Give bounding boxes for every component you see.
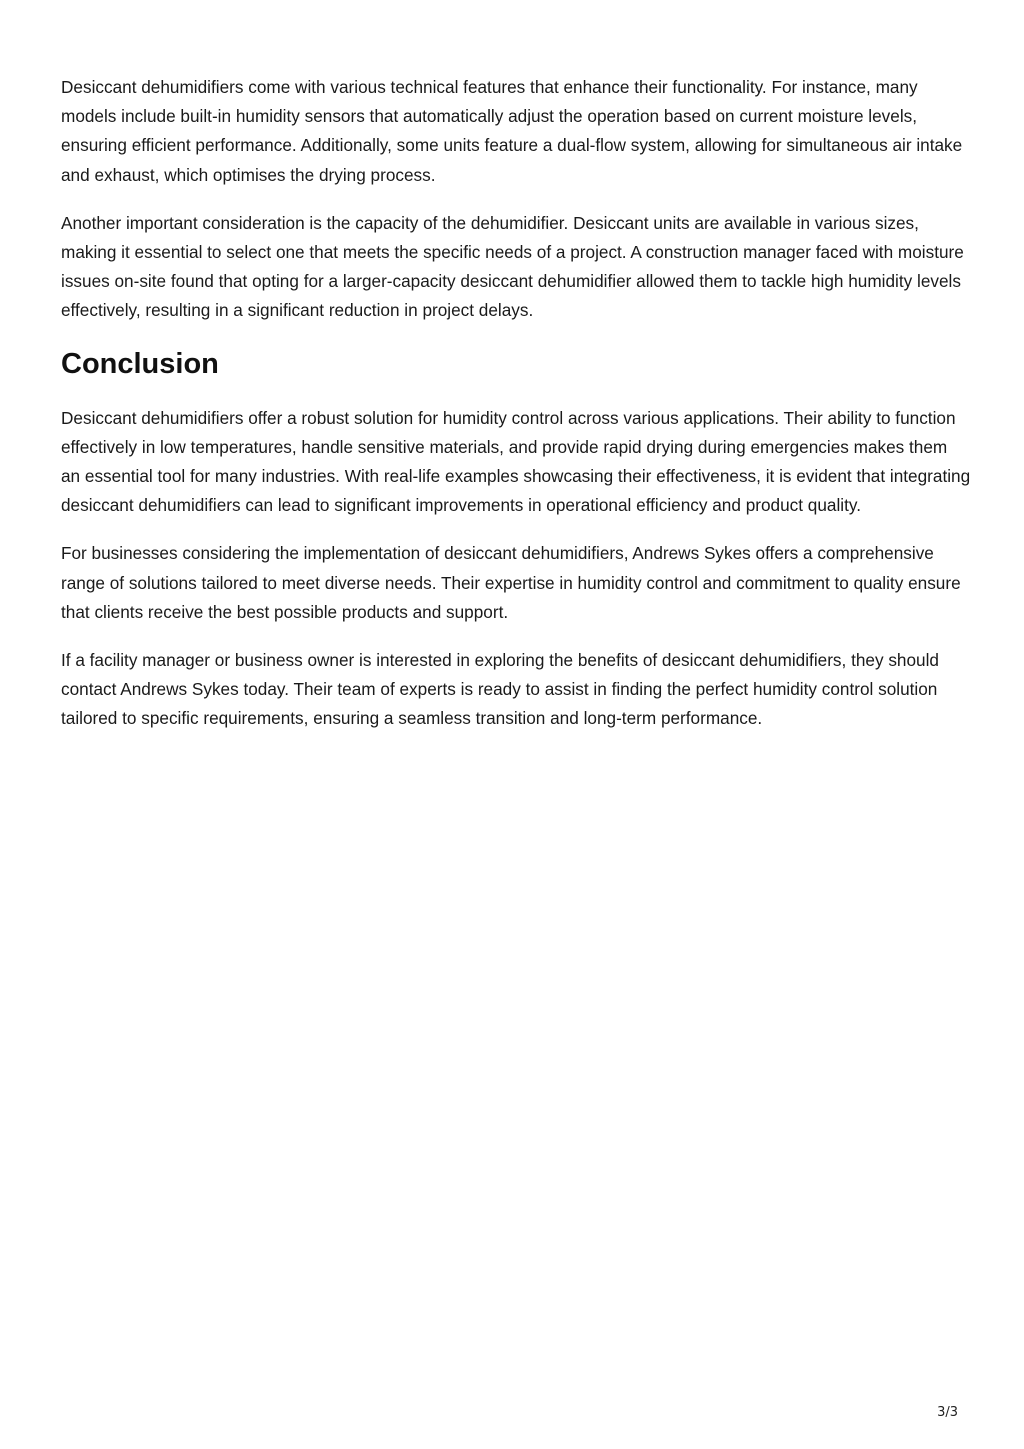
paragraph-conclusion-summary: Desiccant dehumidifiers offer a robust solution for humidity control across various applications. Their ability to function effectively in low temperatures, handle sensitive materials, and provide rapid drying during emergencies makes them an essential tool for many industries. With real-life examples showcasing their effectiveness, it is evident that integrating desiccant dehumidifiers can lead to significant improvements in operational efficiency and product quality. xyxy=(61,407,971,516)
document-page xyxy=(61,73,971,753)
paragraph-andrews-sykes-offer: For businesses considering the implementation of desiccant dehumidifiers, Andrews Sykes offers a comprehensive range of solutions tailored to meet diverse needs. Their expertise in humidity control and commitment to quality ensure that clients receive the best possible products and support. xyxy=(61,543,961,622)
conclusion-heading: Conclusion xyxy=(61,347,219,380)
page-number: 3/3 xyxy=(937,1405,958,1420)
paragraph-technical-features: Desiccant dehumidifiers come with various technical features that enhance their functionality. For instance, many models include built-in humidity sensors that automatically adjust the operation based on current moisture levels, ensuring efficient performance. Additionally, some units feature a dual-flow system, allowing for simultaneous air intake and exhaust, which optimises the drying process. xyxy=(61,77,963,185)
paragraph-capacity: Another important consideration is the capacity of the dehumidifier. Desiccant units are available in various sizes, making it essential to select one that meets the specific needs of a project. A construction manager faced with moisture issues on-site found that opting for a larger-capacity desiccant dehumidifier allowed them to tackle high humidity levels effectively, resulting in a significant reduction in project delays. xyxy=(61,212,964,321)
paragraph-contact-call: If a facility manager or business owner is interested in exploring the benefits of desiccant dehumidifiers, they should contact Andrews Sykes today. Their team of experts is ready to assist in finding the perfect humidity control solution tailored to specific requirements, ensuring a seamless transition and long-term performance. xyxy=(61,650,939,729)
